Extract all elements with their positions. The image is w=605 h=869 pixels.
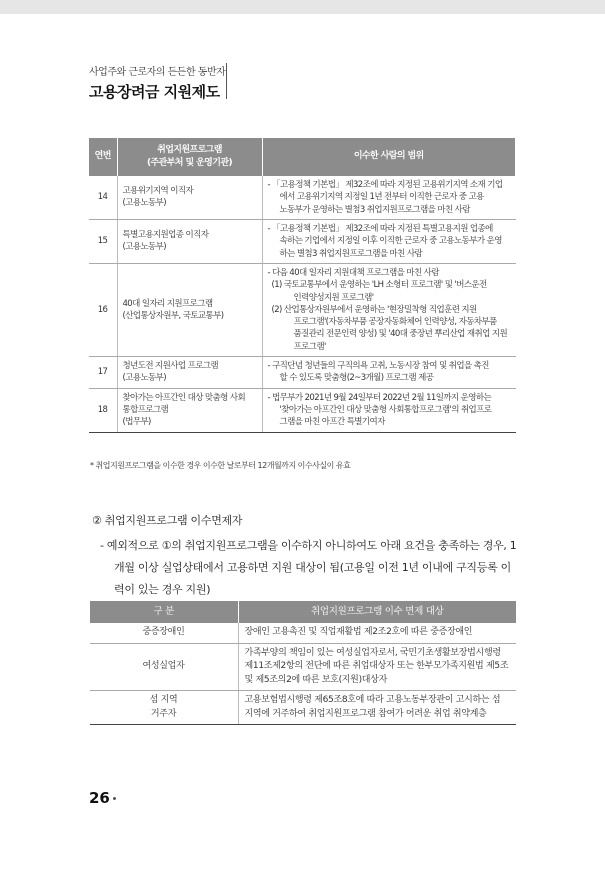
page-top-band (0, 0, 605, 14)
scope-line: 하는 별첨3 취업지원프로그램을 마친 사람 (279, 248, 423, 259)
row-number: 14 (89, 176, 118, 219)
col-header-target: 취업지원프로그램 이수 면제 대상 (238, 601, 516, 623)
header-title: 고용장려금 지원제도 (89, 83, 220, 101)
scope-line: 속하는 기업에서 지정일 이후 이직한 근로자 중 고용노동부가 운영 (279, 236, 502, 247)
category-cell: 여성실업자 (90, 643, 239, 691)
table-header-row (90, 601, 517, 623)
scope-line: (1) 국토교통부에서 운영하는 'LH 소형터 프로그램' 및 '버스운전 (271, 280, 487, 291)
description-cell: 고용보험법시행령 제65조8호에 따라 고용노동부장관이 고시하는 섬 지역에 거주하여 취업지원프로그램 참여가 어려운 취업 취약계층 (238, 691, 516, 725)
header-subtitle: 사업주와 근로자의 든든한 동반자 (89, 67, 226, 78)
section-title: ② 취업지원프로그램 이수면제자 (92, 514, 243, 527)
scope-line: 품질관리 전문인력 양성) 및 '40대 중장년 뿌리산업 재취업 지원 (293, 329, 508, 340)
program-name: 고용위기지역 이직자 (고용노동부) (117, 176, 262, 219)
exemption-table (89, 601, 516, 725)
table-row (89, 176, 516, 219)
paragraph-text: - 예외적으로 ①의 취업지원프로그램을 이수하지 아니하여도 아래 요건을 충족하는 경우, 1개월 이상 실업상태에서 고용하면 지원 대상이 됨(고용일 이전 1년 이내에 구직등록 이력이 있는 경우 지원) (100, 539, 517, 596)
col-header-number: 연번 (89, 138, 118, 176)
scope-line: - 다음 40대 일자리 지원대책 프로그램을 마친 사람 (267, 267, 439, 278)
program-name: 청년도전 지원사업 프로그램 (고용노동부) (117, 357, 262, 389)
col-header-category: 구 분 (90, 601, 239, 623)
scope-line: 에서 고용위기지역 지정일 1년 전부터 이직한 근로자 중 고용 (279, 192, 484, 203)
row-number: 18 (89, 388, 118, 432)
table-row (90, 691, 517, 725)
scope-line: 할 수 있도록 맞춤형(2~3개월) 프로그램 제공 (279, 373, 434, 384)
scope-line: - 「고용정책 기본법」 제32조에 따라 지정된 특별고용지원 업종에 (267, 223, 493, 234)
program-name: 찾아가는 아프간인 대상 맞춤형 사회 통합프로그램 (법무부) (117, 388, 262, 432)
scope-line: 그램을 마친 아프간 특별기여자 (279, 417, 385, 428)
scope-cell (262, 388, 516, 432)
table-footnote: * 취업지원프로그램을 이수한 경우 이수한 날로부터 12개월까지 이수사실이 유효 (90, 461, 351, 470)
page-number: 26 (89, 789, 110, 807)
description-cell: 장애인 고용촉진 및 직업재활법 제2조2호에 따른 중증장애인 (238, 623, 516, 643)
program-name: 특별고용지원업종 이직자 (고용노동부) (117, 219, 262, 263)
table-row (89, 219, 516, 263)
program-table (88, 138, 516, 433)
table-row (90, 643, 517, 691)
table-row (89, 263, 516, 356)
scope-cell (262, 263, 516, 356)
scope-line: '찾아가는 아프간인 대상 맞춤형 사회통합프로그램'의 취업프로 (279, 405, 492, 415)
scope-cell (262, 176, 516, 219)
row-number: 16 (89, 263, 118, 356)
program-name: 40대 일자리 지원프로그램 (산업통상자원부, 국토교통부) (117, 263, 262, 356)
row-number: 15 (89, 219, 118, 263)
scope-cell (262, 357, 516, 389)
row-number: 17 (89, 357, 118, 389)
scope-line: - 법무부가 2021년 9월 24일부터 2022년 2월 11일까지 운영하는 (267, 392, 492, 403)
category-cell: 섬 지역 거주자 (90, 691, 239, 725)
description-cell: 가족부양의 책임이 있는 여성실업자로서, 국민기초생활보장법시행령 제11조제2항의 전단에 따른 취업대상자 또는 한부모가족지원법 제5조 및 제5조의2에 따른 보호(지원)대상자 (238, 643, 516, 691)
col-header-program: 취업지원프로그램 (주관부처 및 운영기관) (117, 138, 262, 176)
page-number-dot (113, 797, 116, 800)
scope-line: 인력양성지원 프로그램' (293, 292, 374, 303)
scope-line: - 「고용정책 기본법」 제32조에 따라 지정된 고용위기지역 소재 기업 (267, 180, 503, 190)
scope-line: 노동부가 운영하는 별첨3 취업지원프로그램을 마친 사람 (279, 204, 470, 215)
scope-line: (2) 산업통상자원부에서 운영하는 '현장밀착형 직업훈련 지원 (271, 304, 477, 315)
scope-line: 프로그램'(자동차부품 공장자동화체어 인력양성, 자동차부품 (293, 317, 497, 328)
running-header (89, 63, 225, 102)
scope-line: - 구직단념 청년들의 구직의욕 고취, 노동시장 참여 및 취업을 촉진 (267, 361, 489, 372)
table-row (89, 388, 516, 432)
table-row (89, 357, 516, 389)
scope-line: 프로그램' (293, 341, 326, 352)
scope-cell (262, 219, 516, 263)
col-header-scope: 이수한 사람의 범위 (262, 138, 516, 176)
header-divider (226, 63, 227, 99)
table-row (90, 623, 517, 643)
table-header-row (89, 138, 516, 176)
category-cell: 중증장애인 (90, 623, 239, 643)
section-paragraph (100, 535, 520, 601)
